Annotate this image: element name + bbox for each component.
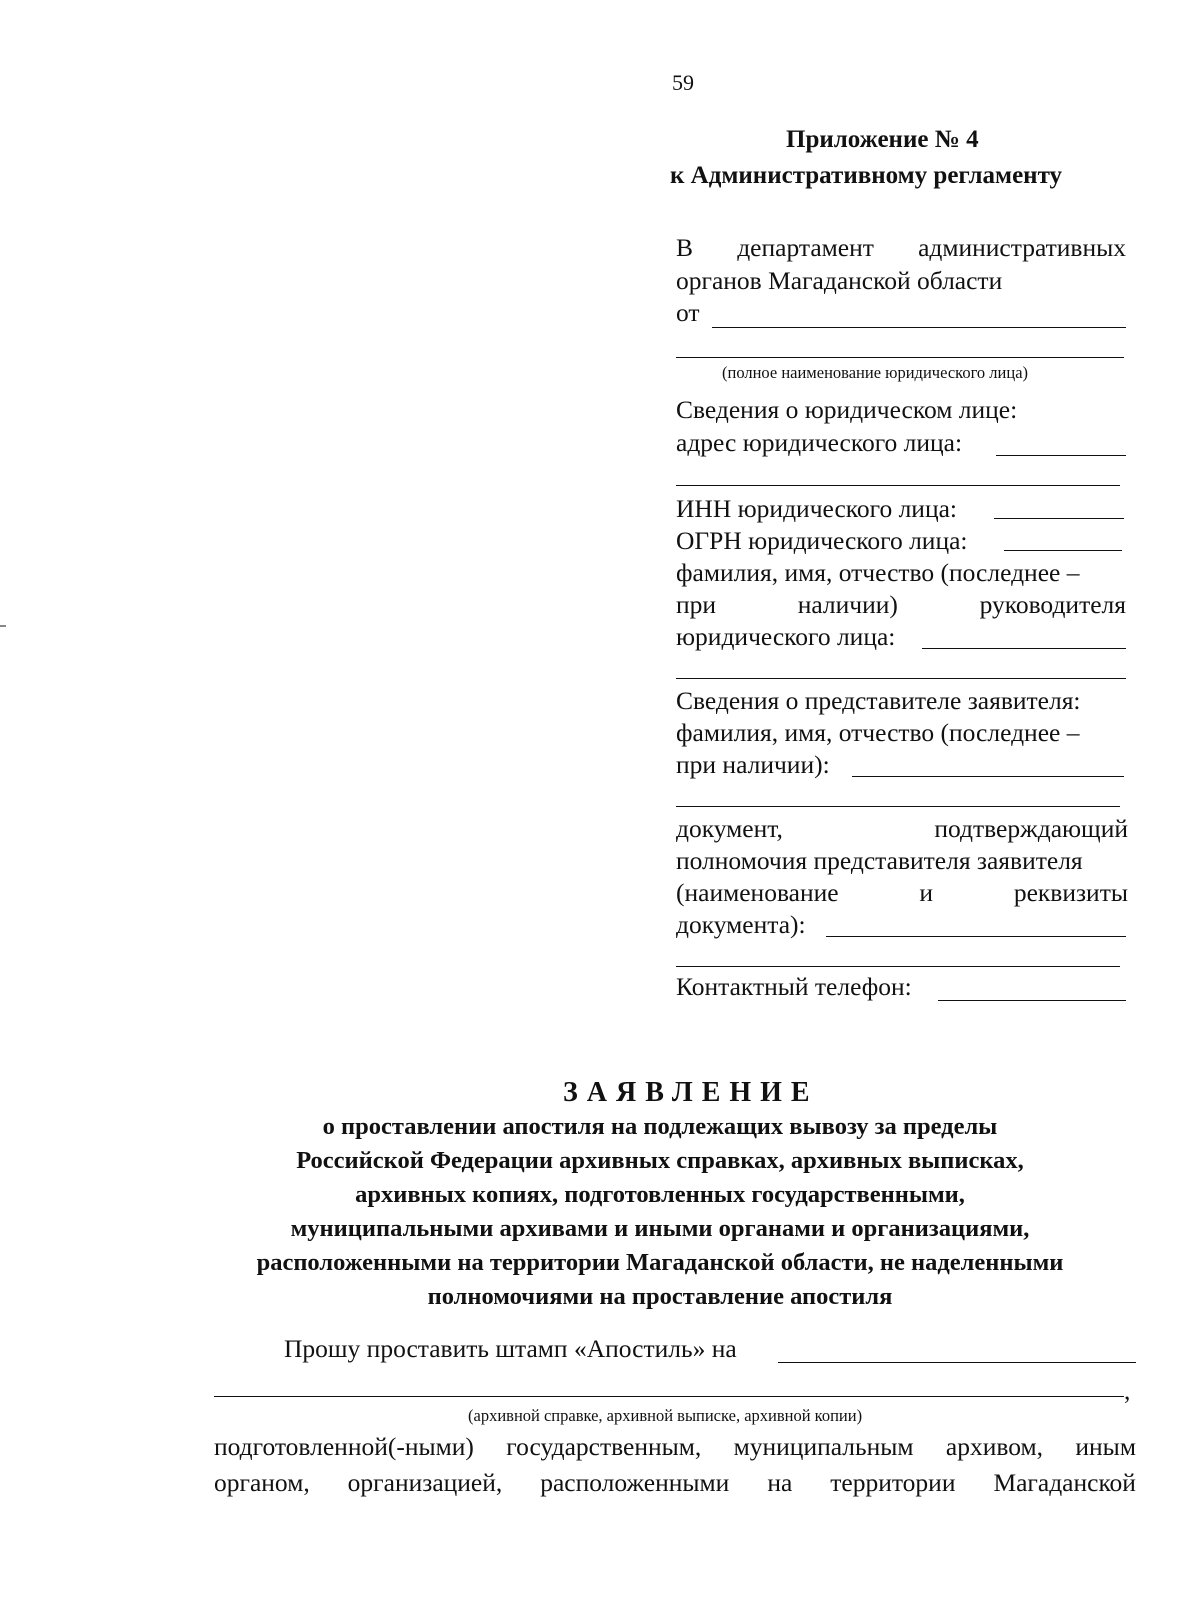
entity-address-field-line[interactable] — [996, 455, 1126, 456]
entity-ogrn-label: ОГРН юридического лица: — [676, 526, 968, 555]
representative-name-line-2: при наличии): — [676, 750, 830, 779]
from-field-line[interactable] — [712, 327, 1126, 328]
entity-head-line-3: юридического лица: — [676, 622, 896, 651]
scan-margin-mark — [0, 625, 6, 627]
entity-address-field-line-2[interactable] — [676, 485, 1120, 486]
appendix-number: Приложение № 4 — [786, 126, 979, 153]
addressee-line-1: В департамент административных — [676, 233, 1126, 262]
representative-doc-field-line-2[interactable] — [676, 966, 1120, 967]
representative-doc-line-2: полномочия представителя заявителя — [676, 846, 1083, 875]
contact-phone-field-line[interactable] — [938, 1000, 1126, 1001]
representative-doc-line-1: документ, подтверждающий — [676, 814, 1128, 843]
fullname-field-line[interactable] — [676, 357, 1124, 358]
request-paragraph-line-2: органом, организацией, расположенными на территории Магаданской — [214, 1468, 1136, 1497]
representative-doc-line-3: (наименование и реквизиты — [676, 878, 1128, 907]
request-text: Прошу проставить штамп «Апостиль» на — [284, 1334, 737, 1363]
representative-name-field-line[interactable] — [852, 776, 1124, 777]
request-paragraph-line-1: подготовленной(-ными) государственным, муниципальным архивом, иным — [214, 1432, 1136, 1461]
fullname-caption: (полное наименование юридического лица) — [722, 363, 1029, 382]
statement-subtitle-4: муниципальными архивами и иными органами и организациями, — [290, 1215, 1030, 1242]
statement-subtitle-6: полномочиями на проставление апостиля — [427, 1283, 893, 1310]
contact-phone-label: Контактный телефон: — [676, 972, 912, 1001]
entity-address-label: адрес юридического лица: — [676, 428, 963, 457]
statement-subtitle-5: расположенными на территории Магаданской области, не наделенными — [256, 1249, 1064, 1276]
from-label: от — [676, 298, 700, 327]
page-number: 59 — [672, 70, 694, 95]
representative-doc-field-line[interactable] — [826, 936, 1126, 937]
request-comma: , — [1124, 1376, 1131, 1405]
statement-subtitle-1: о проставлении апостиля на подлежащих вывозу за пределы — [322, 1113, 998, 1140]
representative-name-field-line-2[interactable] — [676, 806, 1120, 807]
request-field-line[interactable] — [778, 1362, 1136, 1363]
entity-head-field-line[interactable] — [922, 648, 1126, 649]
entity-ogrn-field-line[interactable] — [1004, 550, 1122, 551]
representative-info-label: Сведения о представителе заявителя: — [676, 686, 1081, 715]
entity-head-field-line-2[interactable] — [676, 678, 1126, 679]
entity-head-line-2: при наличии) руководителя — [676, 590, 1126, 619]
representative-name-line-1: фамилия, имя, отчество (последнее – — [676, 718, 1080, 747]
entity-inn-label: ИНН юридического лица: — [676, 494, 957, 523]
statement-title: ЗАЯВЛЕНИЕ — [563, 1077, 819, 1108]
request-caption: (архивной справке, архивной выписке, архивной копии) — [468, 1406, 863, 1425]
representative-doc-line-4: документа): — [676, 910, 806, 939]
appendix-reference: к Административному регламенту — [670, 162, 1063, 189]
entity-info-label: Сведения о юридическом лице: — [676, 395, 1018, 424]
request-field-line-2[interactable] — [214, 1396, 1124, 1397]
statement-subtitle-2: Российской Федерации архивных справках, архивных выписках, — [296, 1147, 1024, 1174]
entity-inn-field-line[interactable] — [994, 518, 1124, 519]
addressee-line-2: органов Магаданской области — [676, 266, 1003, 295]
entity-head-line-1: фамилия, имя, отчество (последнее – — [676, 558, 1080, 587]
statement-subtitle-3: архивных копиях, подготовленных государственными, — [355, 1181, 965, 1208]
